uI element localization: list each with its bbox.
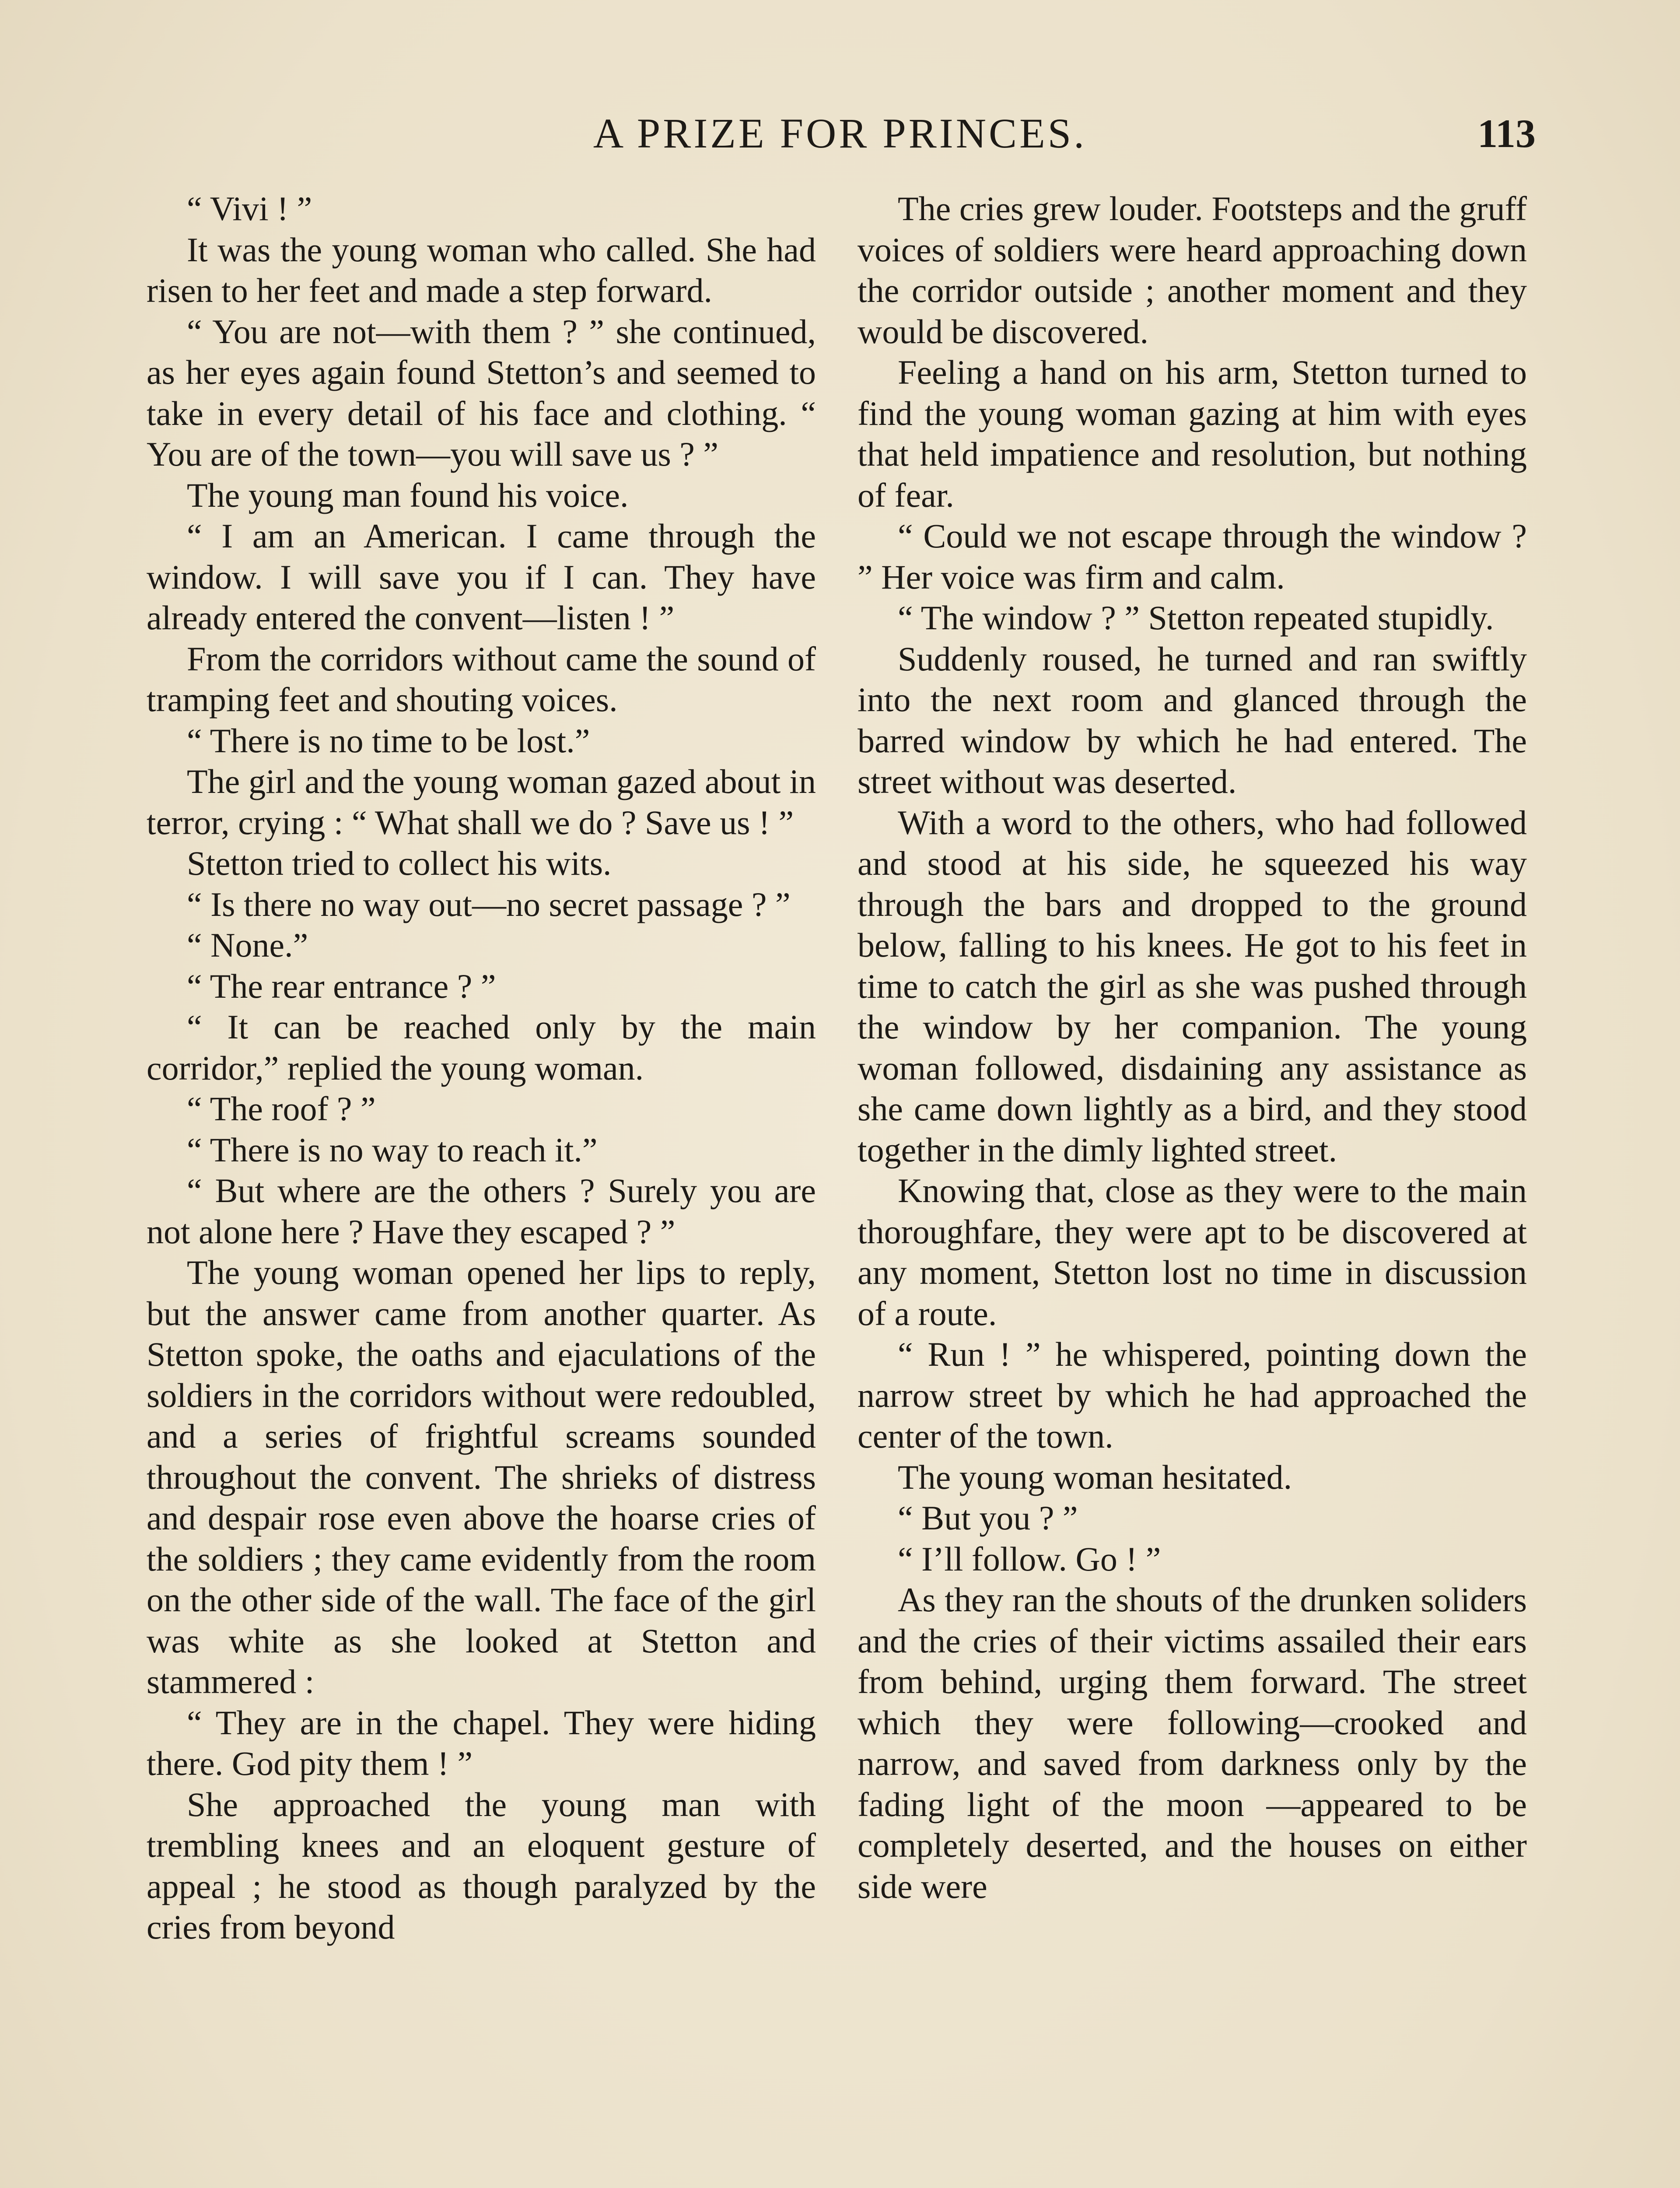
paragraph: “ Could we not escape through the window ? ” Her voice was firm and calm. <box>858 517 1527 596</box>
paragraph: Knowing that, close as they were to the main thoroughfare, they were apt to be discovered at any moment, Stetton lost no time in discussion of a route. <box>858 1171 1527 1332</box>
paragraph: “ I’ll follow. Go ! ” <box>898 1539 1161 1578</box>
paragraph: The girl and the young woman gazed about in terror, crying : “ What shall we do ? Save us ! ” <box>147 762 816 842</box>
page-number: 113 <box>1477 111 1536 156</box>
paragraph: As they ran the shouts of the drunken soliders and the cries of their victims assailed their ears from behind, urging them forward. The street which they were following—crooked and narrow, and saved from darkness only by the fading light of the moon —appeared to be completely deserted, and the houses on either side were <box>858 1581 1527 1905</box>
paragraph: Stetton tried to collect his wits. <box>187 844 612 882</box>
paragraph: “ You are not—with them ? ” she continued, as her eyes again found Stetton’s and seemed to take in every detail of his face and clothing. “ You are of the town—you will save us ? ” <box>147 312 816 473</box>
paragraph: “ The window ? ” Stetton repeated stupidly. <box>898 599 1494 637</box>
paragraph: “ Is there no way out—no secret passage ? ” <box>187 885 791 923</box>
paragraph: Feeling a hand on his arm, Stetton turned to find the young woman gazing at him with eyes that held impatience and resolution, but nothing of fear. <box>858 353 1527 514</box>
running-title: A PRIZE FOR PRINCES. <box>593 110 1087 157</box>
paragraph: “ Vivi ! ” <box>187 189 312 228</box>
paragraph: “ But you ? ” <box>898 1499 1078 1537</box>
paragraph: “ The rear entrance ? ” <box>187 967 496 1005</box>
paragraph: Suddenly roused, he turned and ran swiftly into the next room and glanced through the barred window by which he had entered. The street without was deserted. <box>858 639 1527 800</box>
paragraph: The cries grew louder. Footsteps and the gruff voices of soldiers were heard approaching down the corridor outside ; another moment and they would be discovered. <box>858 189 1527 351</box>
paragraph: The young woman opened her lips to reply, but the answer came from another quarter. As Stetton spoke, the oaths and ejaculations of the soldiers in the corridors without were redoubled, and a series of frightful screams sounded throughout the convent. The shrieks of distress and despair rose even above the hoarse cries of the soldiers ; they came evidently from the room on the other side of the wall. The face of the girl was white as she looked at Stetton and stammered : <box>147 1253 816 1701</box>
running-head <box>144 101 1536 166</box>
paragraph: “ I am an American. I came through the window. I will save you if I can. They have already entered the convent—listen ! ” <box>147 517 816 637</box>
paragraph: She approached the young man with trembling knees and an eloquent gesture of appeal ; he stood as though paralyzed by the cries from beyond <box>147 1785 816 1946</box>
paragraph: “ There is no way to reach it.” <box>187 1130 598 1169</box>
left-column <box>147 188 816 1948</box>
paragraph: It was the young woman who called. She had risen to her feet and made a step forward. <box>147 230 816 309</box>
paragraph: From the corridors without came the sound of tramping feet and shouting voices. <box>147 639 816 719</box>
paragraph: “ It can be reached only by the main corridor,” replied the young woman. <box>147 1008 816 1087</box>
paragraph: “ They are in the chapel. They were hiding there. God pity them ! ” <box>147 1703 816 1782</box>
paragraph: The young woman hesitated. <box>898 1458 1292 1496</box>
paragraph: “ Run ! ” he whispered, pointing down the narrow street by which he had approached the center of the town. <box>858 1335 1527 1455</box>
paragraph: The young man found his voice. <box>187 476 629 514</box>
paragraph: “ There is no time to be lost.” <box>187 721 590 760</box>
paragraph: “ The roof ? ” <box>187 1090 376 1128</box>
paragraph: “ But where are the others ? Surely you are not alone here ? Have they escaped ? ” <box>147 1171 816 1251</box>
paragraph: With a word to the others, who had followed and stood at his side, he squeezed his way through the bars and dropped to the ground below, falling to his knees. He got to his feet in time to catch the girl as she was pushed through the window by her companion. The young woman followed, disdaining any assistance as she came down lightly as a bird, and they stood together in the dimly lighted street. <box>858 803 1527 1169</box>
paragraph: “ None.” <box>187 926 308 964</box>
right-column <box>858 188 1527 1907</box>
